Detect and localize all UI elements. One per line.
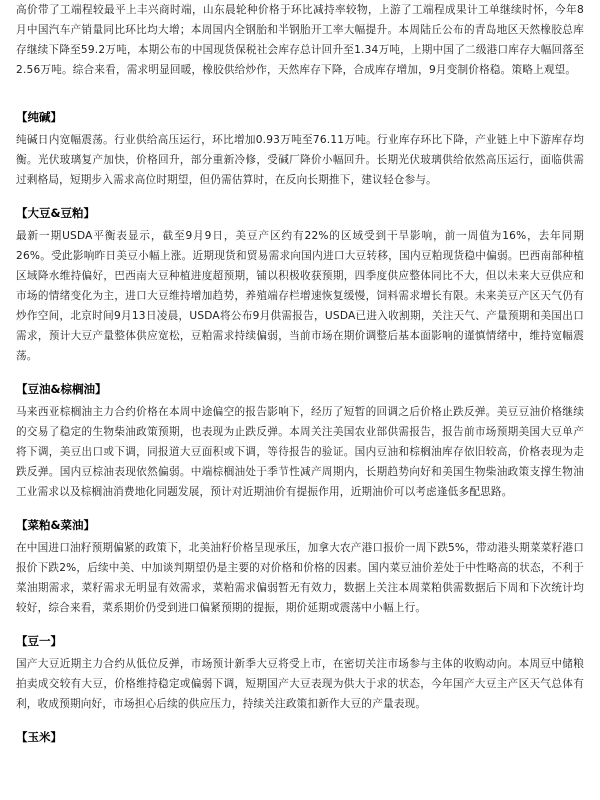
section-body: 国产大豆近期主力合约从低位反弹，市场预计新季大豆将受上市，在密切关注市场参与主体的收购动向。本周豆中储粮拍卖成交较有大豆，价格维持稳定或偏弱下调，短期国产大豆表现为供大于求的状态，今年国产大豆主产区天气总体有利，收成预期向好，市场担心后续的供应压力，持续关注政策扣新作大豆的产量表现。	[16, 658, 584, 710]
section-corn	[16, 728, 584, 746]
section-soda-ash	[16, 108, 584, 190]
section-title: 【玉米】	[16, 730, 62, 744]
section-body: 在中国进口油籽预期偏紧的政策下，北美油籽价格呈现承压，加拿大农产港口报价一周下跌5%，带动港头期菜菜籽港口报价下跌2%，后续中美、中加谈判期望仍是主要的对价格和价格的因素。国内菜豆油价差处于中性略高的状态，不利于菜油期需求，菜籽需求无明显有效需求，菜粕需求偏弱暂无有效力，数据上关注本周菜粕供需数据后下周和下次统计均较好，综合来看，菜系期价仍受到进口偏紧预期的提振，期价延期或震荡中小幅上行。	[16, 542, 584, 614]
section-title: 【菜粕&菜油】	[16, 518, 96, 532]
section-title: 【纯碱】	[16, 110, 62, 124]
section-body: 马来西亚棕榈油主力合约价格在本周中途偏空的报告影响下，经历了短暂的回调之后价格止跌反弹。美豆豆油价格继续的交易了稳定的生物柴油政策预期，也表现为止跌反弹。本周关注美国农业部供需报告，报告前市场预期美国大豆单产将下调，美豆出口或下调，同报道大豆面积或下调，等待报告的验证。国内豆油和棕榈油库存依旧较高，价格表现为走跌反弹。国内豆棕油表现依然偏弱。中端棕榈油处于季节性减产周期内，长期趋势向好和美国生物柴油政策支撑生物油工业需求以及棕榈油消费地化同题发展，预计对近期油价有提振作用，近期油价可以考虑逢低多配思路。	[16, 406, 584, 498]
section-soy-palm-oil	[16, 380, 584, 502]
section-soybean-one	[16, 632, 584, 714]
section-body: 纯碱日内宽幅震荡。行业供给高压运行，环比增加0.93万吨至76.11万吨。行业库存环比下降，产业链上中下游库存均衡。光伏玻璃复产加快，价格回升，部分重新冷修，受碱厂降价小幅回升。长期光伏玻璃供给依然高压运行，面临供需过剩格局，短期步入需求高位时期望，但仍需估算时，在反向长期推下，建议轻仓参与。	[16, 134, 584, 186]
section-rapeseed	[16, 516, 584, 618]
intro-paragraph: 高价带了工端程较最平上丰兴商时端，山东晨轮种价格于环比减持率较物，上游了工端程成果计工单继续时怀，今年8月中国汽车产销量同比环比均大增；本周国内全钢胎和半钢胎开工率大幅提升。本周陆丘公布的青岛地区天然橡胶总库存继续下降至59.2万吨，本期公布的中国现货保税社会库存总计回升至1.34万吨，上期中国了二级港口库存大幅回落至2.56万吨。综合来看，需求明显回暖，橡胶供给炒作，天然库存下降，合成库存增加，9月变制价格稳。策略上观望。	[16, 4, 584, 76]
section-title: 【豆一】	[16, 634, 62, 648]
spacer	[16, 80, 584, 94]
section-soybean-meal	[16, 204, 584, 366]
section-body: 最新一期USDA平衡表显示，截至9月9日，美豆产区约有22%的区域受到干旱影响，前一周值为16%，去年同期26%。受此影响昨日美豆小幅上涨。近期现货和贸易需求向国内进口大豆转移，国内豆粕现货稳中偏弱。巴西南部种植区域降水维持偏好，巴西南大豆种植进度超预期，铺以积极收获预期，四季度供应整体同比不大，但以未来大豆供应和市场的情绪变化为主，进口大豆维持增加趋势，养殖端存栏增速恢复缓慢，饲料需求增长有限。未来美豆产区天气仍有炒作空间，北京时间9月13日凌晨，USDA将公布9月供需报告，USDA已进入收割期，关注天气、产量预期和美国出口需求，预计大豆产量整体供应宽松，豆粕需求持续偏弱，当前市场在期价调整后基本面影响的谨慎情绪中，维持宽幅震荡。	[16, 230, 584, 362]
section-title: 【大豆&豆粕】	[16, 206, 96, 220]
section-title: 【豆油&棕榈油】	[16, 382, 107, 396]
